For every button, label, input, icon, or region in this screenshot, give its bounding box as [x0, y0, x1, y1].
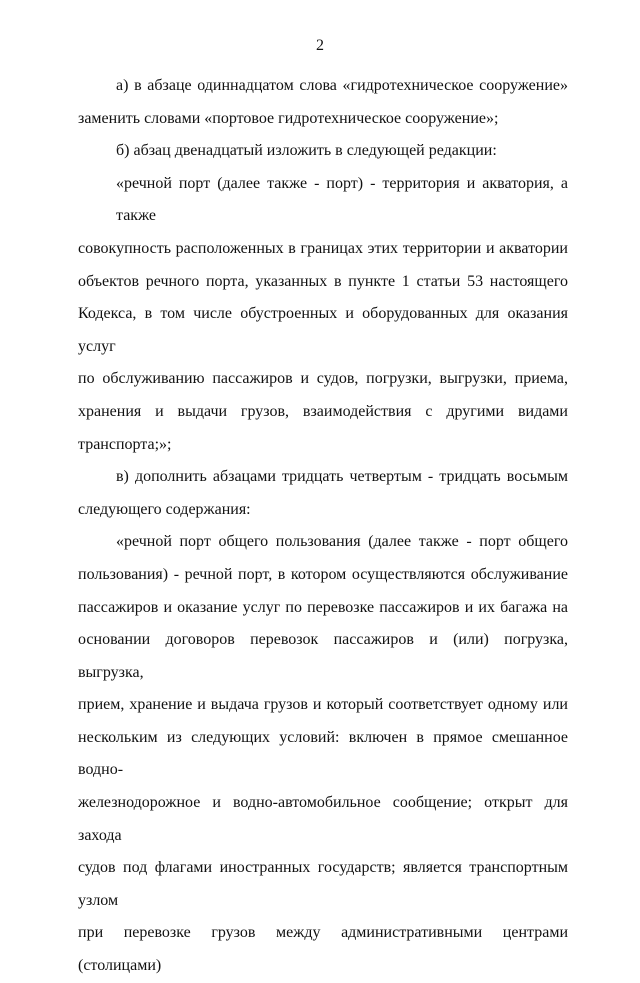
paragraph-b: [78, 135, 568, 168]
text-line: Кодекса, в том числе обустроенных и оборудованных для оказания услуг: [78, 305, 568, 355]
text-line: основании договоров перевозок пассажиров и (или) погрузка, выгрузка,: [78, 631, 568, 681]
text-line: объектов речного порта, указанных в пункте 1 статьи 53 настоящего: [78, 272, 568, 290]
paragraph-public-port-definition: [78, 526, 568, 982]
text-line: при перевозке грузов между административными центрами (столицами): [78, 924, 568, 975]
text-line: заменить словами «портовое гидротехническое сооружение»;: [78, 109, 499, 127]
text-line: пассажиров и оказание услуг по перевозке пассажиров и их багажа на: [78, 598, 568, 616]
text-line: судов под флагами иностранных государств; является транспортным узлом: [78, 859, 568, 909]
text-line: прием, хранение и выдача грузов и который соответствует одному или: [78, 696, 568, 714]
text-line: «речной порт (далее также - порт) - территория и акватория, а также: [116, 174, 568, 225]
text-line: железнодорожное и водно-автомобильное сообщение; открыт для захода: [78, 794, 568, 844]
text-line: хранения и выдачи грузов, взаимодействия с другими видами: [78, 402, 568, 420]
text-line: следующего содержания:: [78, 500, 251, 518]
text-line: в) дополнить абзацами тридцать четвертым - тридцать восьмым: [116, 468, 568, 486]
text-line: б) абзац двенадцатый изложить в следующей редакции:: [116, 142, 497, 160]
document-body: [78, 70, 568, 983]
page-number: 2: [316, 37, 324, 54]
paragraph-a: [78, 70, 568, 135]
text-line: пользования) - речной порт, в котором осуществляются обслуживание: [78, 565, 568, 583]
text-line: нескольким из следующих условий: включен в прямое смешанное водно-: [78, 728, 568, 779]
text-line: а) в абзаце одиннадцатом слова «гидротехническое сооружение»: [116, 77, 568, 94]
text-line: по обслуживанию пассажиров и судов, погрузки, выгрузки, приема,: [78, 370, 568, 388]
paragraph-river-port-definition: [78, 168, 568, 461]
text-line: «речной порт общего пользования (далее также - порт общего: [116, 533, 568, 551]
paragraph-v: [78, 461, 568, 526]
text-line: совокупность расположенных в границах этих территории и акватории: [78, 239, 568, 257]
text-line: транспорта;»;: [78, 435, 172, 453]
